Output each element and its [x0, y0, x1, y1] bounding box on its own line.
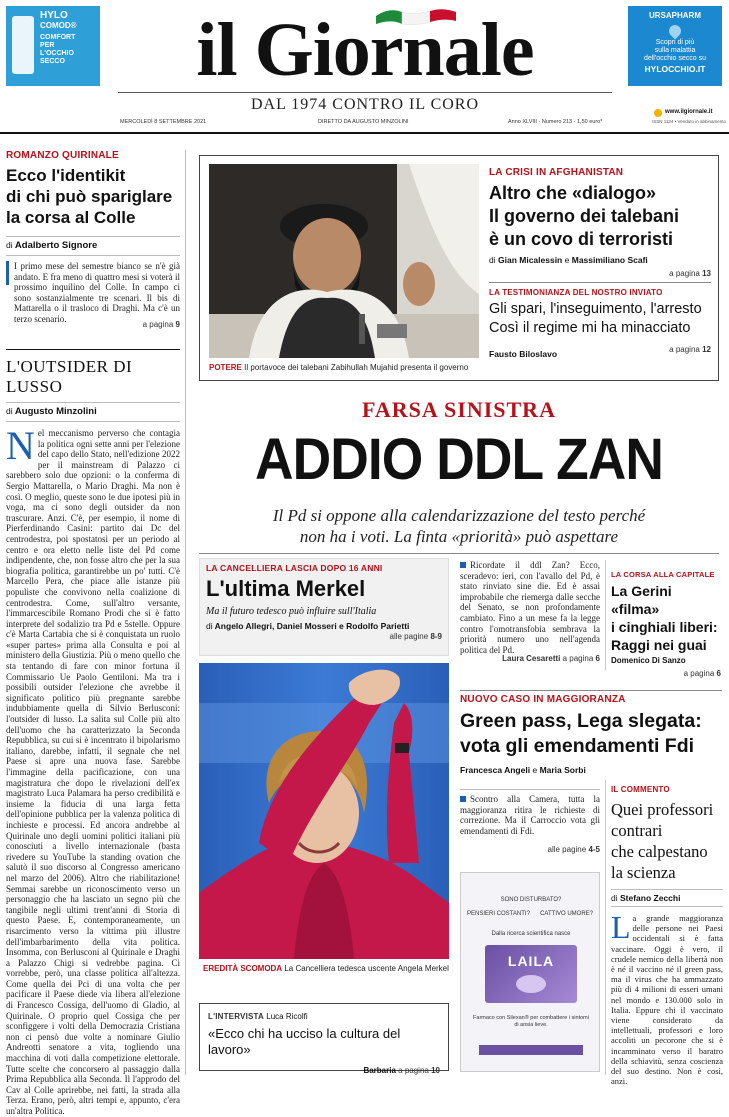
headline-line: la corsa al Colle [6, 208, 136, 227]
byline-prefix: di [489, 255, 496, 265]
photo-talebani-spokesman[interactable] [209, 164, 479, 358]
page-ref-number: 9 [175, 320, 180, 329]
ad-laila-bottom-bar [479, 1045, 583, 1055]
bullet-square-icon [460, 562, 466, 568]
page-ref[interactable] [206, 632, 442, 641]
page-ref[interactable] [489, 269, 711, 278]
page-ref[interactable] [611, 669, 721, 678]
ad-laila-pack [485, 945, 577, 1003]
ad-hylo-brand: HYLO [40, 10, 68, 21]
headline[interactable] [460, 709, 722, 759]
ad-ursapharm-line: dell'occhio secco su [643, 55, 707, 62]
author[interactable]: Laura Cesaretti [502, 654, 561, 663]
ad-ursapharm-line: Scopri di più [655, 39, 695, 46]
headline-line: Così il regime mi ha minacciato [489, 320, 691, 336]
author-join: e [564, 255, 570, 265]
byline [611, 893, 723, 903]
headline-line: Raggi nei guai [611, 637, 707, 653]
ad-laila-foot: Farmaco con Silexan® per combattere i sintomi di ansia lieve. [473, 1015, 589, 1028]
masthead-website[interactable]: www.ilgiornale.it [665, 109, 713, 115]
headline[interactable] [6, 165, 180, 228]
lead-deck [199, 505, 719, 547]
article-greenpass[interactable] [460, 694, 722, 775]
drop-cap: N [6, 423, 35, 468]
deck: Ma il futuro tedesco può influire sull'Italia [206, 606, 377, 617]
page-ref-number: 8-9 [430, 632, 442, 641]
page-ref[interactable] [460, 845, 600, 854]
page-ref-label: a pagina [669, 269, 700, 278]
author-join: e [532, 765, 538, 775]
headline[interactable] [489, 182, 711, 251]
author[interactable]: Maria Sorbi [539, 765, 586, 775]
kicker: LA CANCELLIERA LASCIA DOPO 16 ANNI [206, 563, 383, 573]
masthead-director: DIRETTO DA AUGUSTO MINZOLINI [318, 119, 409, 125]
article-body: Ricordate il ddl Zan? Ecco, sceradevo: ieri, con l'avallo del Pd, è stato rinviato sine die. Ed è assai improbabile che riemerga dalle secche del Senato, se non profondamente cambiato. Fino a un mese fa la legge contro l'omotransfobia sembrava la priorità numero uno nell'agenda politica del Pd. [460, 560, 600, 655]
masthead-motto: DAL 1974 CONTRO IL CORO [250, 96, 480, 113]
ad-laila-question: CATTIVO UMORE? [540, 911, 593, 917]
headline-line: Quei professori [611, 800, 714, 819]
ad-hylo-product: COMOD® [40, 21, 77, 30]
deck-line: Il Pd si oppone alla calendarizzazione del testo perché [272, 506, 646, 525]
caption-tag: POTERE [209, 363, 242, 372]
photo-merkel[interactable] [199, 663, 449, 959]
headline-line: vota gli emendamenti Fdi [460, 735, 695, 757]
kicker [208, 1012, 440, 1021]
page-ref[interactable] [398, 1066, 440, 1075]
article-gerini[interactable] [611, 570, 721, 678]
headline-line: la scienza [611, 863, 676, 882]
masthead-issue: Anno XLVIII · Numero 213 · 1,50 euro* [508, 119, 603, 125]
ad-laila-brand: LAILA [507, 953, 555, 969]
byline [460, 765, 722, 775]
article-body: a grande maggioranza delle persone nei Paesi occidentali si è fatta vaccinare. Oggi è vero, il crudele nemico della libertà non è né il vaccino né il green pass, ma il virus che ha ammazzato più di 4 milioni di esseri umani nel mondo e 130.000 solo in Italia. Eppure chi il vaccinato viene considerato da intellettuali, professori e loro accoliti un pecorone che si è incamminato verso il baratro della schiavitù, senza coscienza del suo destino. Non è così, anzi. [611, 913, 723, 1087]
author[interactable]: Domenico Di Sanzo [611, 656, 686, 665]
ad-hylo-line: PER [40, 42, 55, 49]
eye-drop-icon [667, 23, 684, 40]
headline-line: Altro che «dialogo» [489, 183, 657, 203]
headline[interactable]: L'ultima Merkel [206, 576, 366, 601]
masthead-title[interactable]: il Giornale [196, 8, 534, 92]
byline [206, 621, 442, 631]
author[interactable]: Massimiliano Scafi [571, 255, 648, 265]
page-ref-label: a pagina [562, 654, 594, 663]
masthead-website-logo-icon [654, 109, 662, 117]
kicker: IL COMMENTO [611, 785, 670, 794]
page-ref-label: alle pagine [547, 845, 587, 855]
author[interactable]: Angelo Allegri, Daniel Mosseri e Rodolfo Parietti [214, 621, 410, 631]
witness-kicker: LA TESTIMONIANZA DEL NOSTRO INVIATO [489, 288, 663, 297]
page-ref-number: 6 [595, 654, 600, 663]
lead-headline[interactable]: ADDIO DDL ZAN [255, 427, 663, 492]
caption-text: La Cancelliera tedesca uscente Angela Merkel [284, 964, 449, 973]
kicker: LA CRISI IN AFGHANISTAN [489, 167, 624, 178]
byline [6, 406, 180, 417]
headline[interactable]: «Ecco chi ha ucciso la cultura del lavoro» [208, 1026, 401, 1057]
author[interactable]: Francesca Angeli [460, 765, 531, 775]
headline-line: La Gerini «filma» [611, 583, 672, 617]
article-intervista[interactable] [199, 1003, 449, 1075]
kicker: L'OUTSIDER DI LUSSO [6, 357, 133, 396]
caption-text: Il portavoce dei talebani Zabihullah Mujahid presenta il governo [244, 363, 469, 372]
ad-laila-question: SONO DISTURBATO? [500, 897, 562, 903]
page-ref-label: a pagina [398, 1066, 429, 1075]
page-ref[interactable] [460, 654, 600, 663]
ad-laila-question: PENSIERI COSTANTI? [467, 911, 530, 917]
witness-headline[interactable] [489, 300, 711, 338]
ad-ursapharm-brand: URSAPHARM [649, 11, 701, 20]
ad-hylo-line: L'OCCHIO [40, 50, 74, 57]
kicker: ROMANZO QUIRINALE [6, 150, 119, 161]
kicker: LA CORSA ALLA CAPITALE [611, 570, 715, 579]
page-ref-number: 10 [431, 1066, 440, 1075]
lavender-flower-icon [516, 975, 546, 993]
author[interactable]: Adalberto Signore [14, 240, 98, 251]
headline-line: che calpestano [611, 842, 708, 861]
article-zan-text[interactable] [460, 560, 600, 663]
caption-tag: EREDITÀ SCOMODA [203, 964, 283, 973]
masthead-date: MERCOLEDÌ 8 SETTEMBRE 2021 [120, 119, 207, 125]
article-body: Scontro alla Camera, tutta la maggioranza ritira le richieste di correzione. Ma il Carroccio vota gli emendamenti di Fdi. [460, 794, 600, 836]
headline[interactable] [611, 799, 723, 883]
ad-ursapharm-line: sulla malattia [654, 47, 696, 54]
drop-cap [6, 261, 9, 285]
byline [6, 240, 180, 251]
byline-prefix: di [206, 621, 213, 631]
ad-ursapharm-link[interactable]: HYLOCCHIO.IT [644, 64, 706, 74]
lead-kicker: FARSA SINISTRA [362, 397, 556, 422]
byline-prefix: di [6, 240, 13, 250]
page-ref-label: a pagina [669, 345, 700, 354]
article-greenpass-text[interactable] [460, 794, 600, 854]
ad-laila-line: Dalla ricerca scientifica nasce [491, 931, 571, 937]
article-commento[interactable] [611, 785, 723, 1093]
article-body: I primo mese del semestre bianco se n'è già andato. E fra meno di quattro mesi si voterà il prossimo inquilino del Colle. In campo ci sono sostanzialmente tre scenari. Il bis di Mattarella o il trasloco di Draghi. Ma c'è un terzo scenario. [14, 261, 180, 324]
headline-line: Gli spari, l'inseguimento, l'arresto [489, 301, 702, 317]
byline-prefix: di [6, 406, 13, 416]
kicker: NUOVO CASO IN MAGGIORANZA [460, 694, 626, 705]
page-ref-label: alle pagine [389, 632, 429, 641]
ad-hylo-bottle-icon [12, 16, 34, 74]
page-ref-number: 13 [702, 269, 711, 278]
article-body: el meccanismo perverso che contagia la politica ogni sette anni per l'elezione del capo dello Stato, nell'edizione 2022 per il mainstream di Palazzo ci sarebbero solo due opzioni: o la conferma di Sergio Mattarella, o Mario Draghi. Ma non è così. O meglio, queste sono le due ipotesi più in voga, ma ci sono degli outsider da non trascurare. Anzi. C'è, per esempio, il nome di Pierferdinando Casini: partito dai Dc del centrodestra, poi spostatosi per un periodo al centro e ora eletto nelle liste del Pd come indipendente, che, non fosse altro che per la sua biografia politica, garantirebbe un po' tutti. C'è Marcello Pera, che piace alle istanze più populiste che convivono nella coalizione di centrodestra. Come, sull'altro versante, l'immarcescibile Romano Prodi che si è fatto interprete del sodalizio tra Pd e 5stelle. Oppure c'è Marta Cartabia che si è conquistata un ruolo «super partes» prima alla Consulta e poi al ministero della Giustizia. Più o meno quello che sta tentando di fare con minor fortuna il Commissario Ue Paolo Gentiloni. Ma tra i possibili outsider l'elezione che avrebbe il significato politico più pregnante sarebbe indubbiamente quella di Silvio Berlusconi: l'outsider di lusso. La salita sul Colle più alto dell'uomo che ha caratterizzato la Seconda Repubblica, su cui si è incentrato il bipolarismo italiano, darebbe, infatti, il segnale che nel Paese si apre una nuova fase. Sarebbe l'immagine della pacificazione, con una magistratura che dopo le rivelazioni dell'ex magistrato Luca Palamara ha perso credibilità e insieme la fiducia di una larga fetta dell'opinione pubblica per la valenza politica di inchieste e processi. Ed ancora andrebbe al Quirinale uno degli uomini politici italiani più conosciuti a livello internazionale (basta rivedere su YouTube la standing ovation che salutò il suo discorso al Congresso americano nel marzo del 2006). Altro che riabilitazione! Semmai sarebbe un riconoscimento verso un personaggio che ha lasciato un segno più che tangibile negli ultimi trent'anni di Storia di questo Paese. E, contemporaneamente, un risarcimento verso la vittima più illustre dell'imbarbarimento della vita politica. Insomma, con Berlusconi al Quirinale e Draghi a Palazzo Chigi si vedrebbe pagina. Ci vorrebbe, però, una classe politica all'altezza. Come quella dei Pci di una volta che per pacificare il Paese diede via libera all'elezione di Francesco Cossiga, dell'uomo di Gladio, al Quirinale. O proprio quel Cossiga che per sconfiggere i volti della Democrazia Cristiana non ci pensò due volte a nominare Giulio Andreotti senatore a vita, togliendo una macchina di voti dalla competizione elettorale. Tutte scelte che concorsero al passaggio dalla Prima Repubblica alla Seconda. Il l'approdo del Cav al Colle aprirebbe, nei fatti, la strada alla Terza. Erano, però, altri tempi e, appunto, c'era un'altra Politica. [6, 428, 180, 1116]
page-ref-number: 12 [702, 345, 711, 354]
headline-line: contrari [611, 821, 663, 840]
ad-hylo-line: COMFORT [40, 34, 76, 41]
headline-line: i cinghiali liberi: [611, 619, 718, 635]
ad-ursapharm[interactable] [628, 6, 722, 86]
kicker-label: L'INTERVISTA [208, 1012, 265, 1021]
author[interactable]: Stefano Zecchi [620, 893, 681, 903]
page-ref-number: 6 [716, 669, 721, 678]
masthead-website-sub: ISSN 1124 • Venduto in abbinamento [652, 119, 727, 124]
headline-line: Il governo dei talebani [489, 206, 680, 226]
headline-line: Ecco l'identikit [6, 166, 126, 185]
ad-hylo-line: SECCO [40, 58, 65, 65]
author[interactable]: Gian Micalessin [498, 255, 563, 265]
photo-caption [209, 363, 479, 372]
article-outsider[interactable] [6, 357, 180, 1116]
drop-cap: L [611, 909, 631, 945]
byline [489, 255, 711, 265]
article-merkel[interactable] [199, 558, 449, 656]
kicker-name: Luca Ricolfi [266, 1012, 308, 1021]
page-ref-label: a pagina [683, 669, 715, 678]
author[interactable]: Fausto Biloslavo [489, 349, 558, 359]
page-ref-label: a pagina [142, 320, 174, 329]
bullet-square-icon [460, 796, 466, 802]
photo-caption [203, 964, 449, 973]
headline-line: Green pass, Lega slegata: [460, 710, 702, 732]
article-afghanistan[interactable] [489, 167, 711, 359]
ad-laila[interactable] [460, 872, 600, 1072]
page-ref[interactable] [669, 345, 711, 354]
article-romanzo-quirinale[interactable] [6, 150, 180, 329]
headline[interactable] [611, 582, 721, 654]
author[interactable]: Augusto Minzolini [14, 406, 97, 417]
deck-line: non ha i voti. La finta «priorità» può aspettare [299, 527, 619, 546]
headline-line: è un covo di terroristi [489, 229, 674, 249]
headline-line: di chi può spariglare [6, 187, 173, 206]
author[interactable]: Barbaria [363, 1066, 396, 1075]
byline-prefix: di [611, 893, 618, 903]
ad-hylo-comod[interactable] [6, 6, 100, 86]
page-ref-number: 4-5 [588, 845, 600, 855]
